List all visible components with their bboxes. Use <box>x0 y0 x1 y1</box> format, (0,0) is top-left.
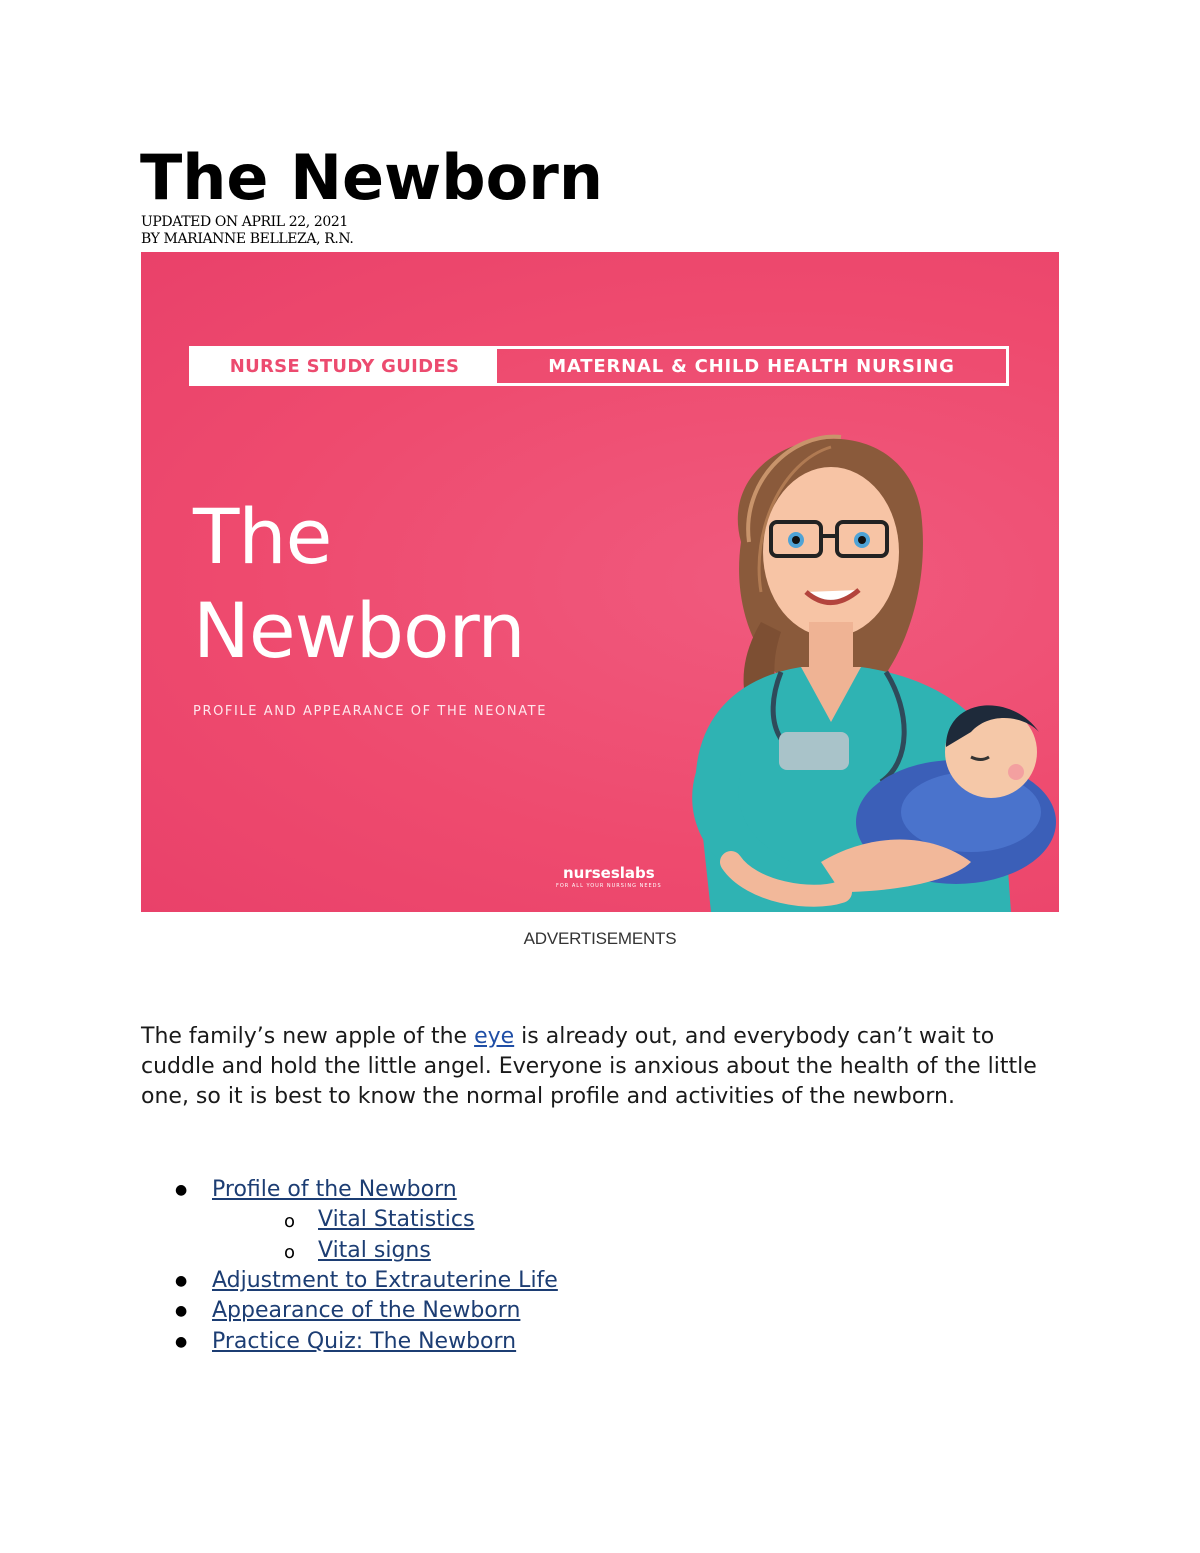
nurseslabs-logo <box>556 864 662 889</box>
bullet-icon: ● <box>175 1334 188 1350</box>
featured-image <box>141 252 1059 912</box>
eye-link[interactable]: eye <box>474 1024 515 1049</box>
intro-paragraph <box>141 1022 1051 1112</box>
nurse-holding-baby-illustration <box>671 392 1059 912</box>
intro-text-end: is already out, and everybody can’t wait to cuddle and hold the little angel. Everyone is anxious about the health of the little one, so it is best to know the normal profile and activities of the newborn. <box>141 1024 1037 1109</box>
bullet-icon: ● <box>175 1182 188 1198</box>
toc-link-practice-quiz[interactable]: Practice Quiz: The Newborn <box>212 1329 517 1354</box>
toc-item-appearance[interactable] <box>212 1296 520 1326</box>
advertisements-label: ADVERTISEMENTS <box>523 929 677 948</box>
logo-tagline: FOR ALL YOUR NURSING NEEDS <box>556 883 662 889</box>
toc-link-vital-signs[interactable]: Vital signs <box>318 1238 431 1263</box>
logo-text: nurseslabs <box>563 864 655 882</box>
banner-title <box>193 490 525 678</box>
bullet-icon: ● <box>175 1303 188 1319</box>
circle-bullet-icon: o <box>284 1242 296 1263</box>
toc-link-adjustment[interactable]: Adjustment to Extrauterine Life <box>212 1268 558 1293</box>
category-tag-maternal: MATERNAL & CHILD HEALTH NURSING <box>548 355 955 377</box>
toc-item-vital-statistics[interactable] <box>318 1205 474 1235</box>
toc-link-vital-statistics[interactable]: Vital Statistics <box>318 1207 475 1232</box>
category-bar <box>189 346 1009 386</box>
toc-item-vital-signs[interactable] <box>318 1236 431 1266</box>
bullet-icon: ● <box>175 1273 188 1289</box>
toc-link-appearance[interactable]: Appearance of the Newborn <box>212 1298 521 1323</box>
banner-title-line1: The <box>193 492 332 581</box>
category-tag-study-guides: NURSE STUDY GUIDES <box>192 349 497 383</box>
toc-link-profile[interactable]: Profile of the Newborn <box>212 1177 457 1202</box>
banner-subtitle: PROFILE AND APPEARANCE OF THE NEONATE <box>193 704 548 719</box>
toc-item-adjustment[interactable] <box>212 1266 558 1296</box>
author-byline: BY MARIANNE BELLEZA, R.N. <box>141 231 354 247</box>
toc-item-practice-quiz[interactable] <box>212 1327 516 1357</box>
circle-bullet-icon: o <box>284 1211 296 1232</box>
banner-title-line2: Newborn <box>193 586 525 675</box>
toc-item-profile[interactable] <box>212 1175 457 1205</box>
updated-date: UPDATED ON APRIL 22, 2021 <box>141 214 348 230</box>
intro-text-start: The family’s new apple of the <box>141 1024 475 1049</box>
page-title: The Newborn <box>140 141 603 214</box>
